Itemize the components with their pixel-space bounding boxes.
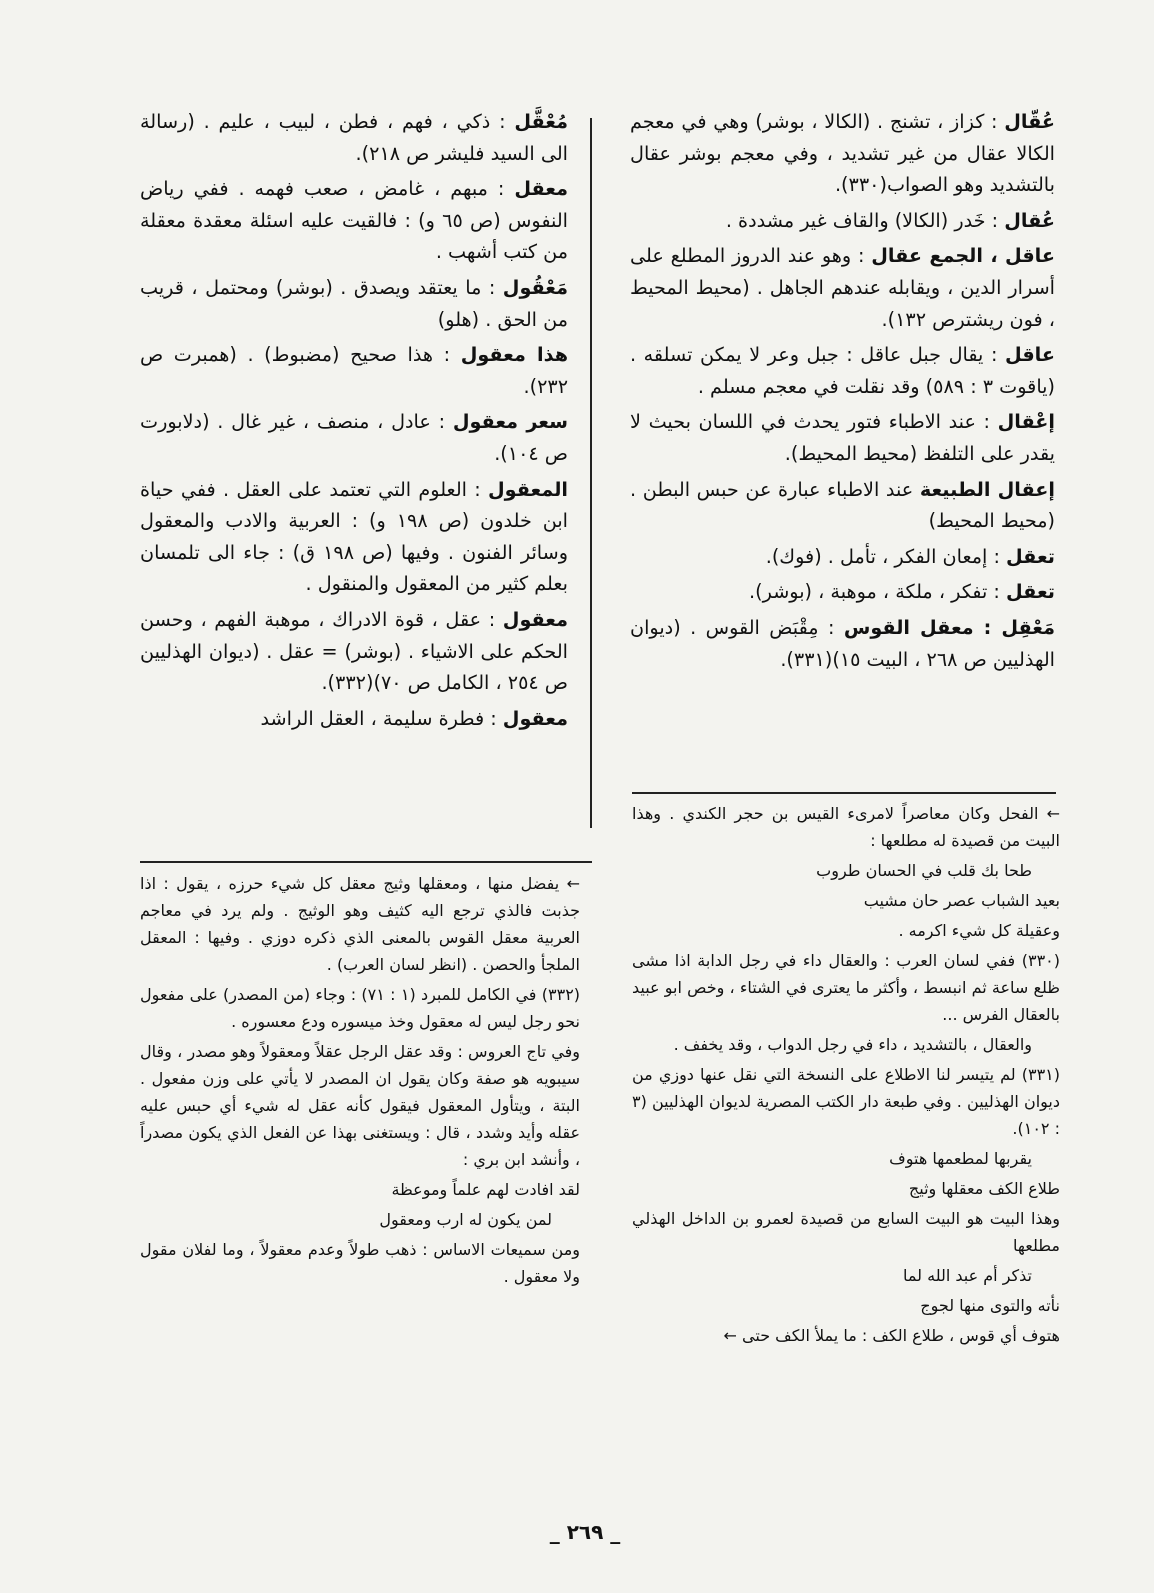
entry [630,205,1055,237]
entry-text: : مِقْبَض القوس . (ديوان الهذليين ص ٢٦٨ ، البيت ١٥)(٣٣١). [630,615,1055,671]
page-number: _ ٢٦٩ _ [549,1520,621,1544]
entry-text: : مبهم ، غامض ، صعب فهمه . ففي رياض النفوس (ص ٦٥ و) : فالقيت عليه اسئلة معقدة معقلة من كتب أشهب . [140,177,568,264]
entry [630,406,1055,469]
footnote-text: يفضل منها ، ومعقلها وثيج معقل كل شيء حرزه ، يقول : اذا جذبت فالذي ترجع اليه كثيف وهو الوثيج . ولم يرد في معاجم العربية معقل القوس بالمعنى الذي ذكره دوزي . وفيها : المعقل الملجأ والحصن . (انظر لسان العرب) . [140,874,580,974]
entry [630,541,1055,573]
entry [140,406,568,469]
footnote-verse: يقربها لمطعمها هتوف [889,1149,1032,1168]
entry-term: معقول [502,706,568,730]
entry [140,173,568,268]
entry-text: : ما يعتقد ويصدق . (بوشر) ومحتمل ، قريب من الحق . (هلو) [140,275,568,331]
footnotes-left [140,870,580,1470]
footnote-rule-right [632,792,1056,794]
entry [630,612,1055,675]
entry-term: عاقل [1004,343,1055,367]
left-column [140,106,568,834]
entry-text: : العلوم التي تعتمد على العقل . ففي حياة ابن خلدون (ص ١٩٨ و) : العربية والادب والمعقول وسائر الفنون . وفيها (ص ١٩٨ ق) : جاء الى تلمسان بعلم كثير من المعقول والمنقول . [140,477,568,596]
footnote-verse: لقد افادت لهم علماً وموعظة [391,1180,580,1199]
entry-text: : فطرة سليمة ، العقل الراشد [260,706,497,730]
footnote-text [632,1322,1060,1349]
entry-text: : عادل ، منصف ، غير غال . (دلابورت ص ١٠٤). [140,410,568,465]
entry-term: معقول [502,607,568,631]
entry-term: سعر معقول [452,410,568,434]
entry-term: مَعْقُول [502,275,568,299]
footnote-text: وعقيلة كل شيء اكرمه . [898,921,1060,940]
entry [630,576,1055,608]
entry-text: : يقال جبل عاقل : جبل وعر لا يمكن تسلقه . (ياقوت ٣ : ٥٨٩) وقد نقلت في معجم مسلم . [630,343,1055,398]
entry [630,106,1055,201]
footnote-text: هتوف أي قوس ، طلاع الكف : ما يملأ الكف حتى [742,1326,1060,1345]
entry-text: : ذكي ، فهم ، فطن ، لبيب ، عليم . (رسالة الى السيد فليشر ص ٢١٨). [140,110,568,165]
footnote [140,870,580,978]
footnote-text: وهذا البيت هو البيت السابع من قصيدة لعمرو بن الداخل الهذلي مطلعها [632,1209,1060,1255]
entry-text: : تفكر ، ملكة ، موهبة ، (بوشر). [749,580,1000,604]
entry-term: عاقل ، الجمع عقال [871,244,1055,268]
column-divider [590,118,592,828]
right-column [630,106,1055,776]
continuation-arrow-icon: ← [566,874,580,893]
footnote-text: ومن سميعات الاساس : ذهب طولاً وعدم معقولاً ، وما لفلان مقول ولا معقول . [140,1240,580,1286]
entry [630,474,1055,537]
footnote: (٣٣٠) ففي لسان العرب : والعقال داء في رجل الدابة اذا مشى ظلع ساعة ثم انبسط ، وأكثر ما يعترى في الشتاء ، وخص ابو عبيد بالعقال الفرس ... [632,951,1060,1024]
footnote-rule-left [140,861,592,863]
entry [140,474,568,600]
entry-term: تعقل [1006,544,1055,568]
entry-term: مَعْقِل : معقل القوس [843,615,1055,639]
footnote-verse: طحا بك قلب في الحسان طروب [816,861,1032,880]
entry-text: عند الاطباء عبارة عن حبس البطن . (محيط المحيط) [630,477,1055,533]
entry-text: : إمعان الفكر ، تأمل . (فوك). [765,544,1000,568]
footnote-verse: طلاع الكف معقلها وثيج [908,1179,1060,1198]
footnote-text: الفحل وكان معاصراً لامرىء القيس بن حجر الكندي . وهذا البيت من قصيدة له مطلعها : [632,804,1060,850]
footnote-verse: تذكر أم عبد الله لما [903,1266,1032,1285]
entry-term: هذا معقول [460,343,568,367]
continuation-arrow-icon: ← [723,1326,737,1345]
continuation-arrow-icon: ← [1046,804,1060,823]
entry-text: : وهو عند الدروز المطلع على أسرار الدين ، ويقابله عندهم الجاهل . (محيط المحيط ، فون ريشترص ١٣٢). [630,244,1055,331]
entry-term: عُقّال [1004,110,1055,133]
entry [140,272,568,335]
entry [140,106,568,169]
entry [140,604,568,699]
entry-text: : عند الاطباء فتور يحدث في اللسان بحيث لا يقدر على التلفظ (محيط المحيط). [630,410,1055,465]
footnote-verse: نأته والتوى منها لجوج [920,1296,1060,1315]
entry [630,339,1055,402]
entry [630,240,1055,335]
entry [140,703,568,735]
entry-text: : كزاز ، تشنج . (الكالا ، بوشر) وهي في معجم الكالا عقال من غير تشديد ، وفي معجم بوشر عقال بالتشديد وهو الصواب(٣٣٠). [630,110,1055,197]
footnotes-right [632,800,1060,1480]
footnote-text: والعقال ، بالتشديد ، داء في رجل الدواب ، وقد يخفف . [673,1035,1032,1054]
entry-text: : هذا صحيح (مضبوط) . (همبرت ص ٢٣٢). [140,343,568,398]
entry-term: مُعْقَّل [514,110,568,133]
entry-text: : خَدر (الكالا) والقاف غير مشددة . [725,208,999,232]
entry-term: المعقول [488,477,568,501]
footnote-verse: بعيد الشباب عصر حان مشيب [863,891,1060,910]
entry [140,339,568,402]
entry-term: إعقال الطبيعة [919,477,1055,501]
entry-term: إعْقال [997,410,1055,434]
footnote: (٣٣٢) في الكامل للمبرد (١ : ٧١) : وجاء (من المصدر) على مفعول نحو رجل ليس له معقول وخذ ميسوره ودع معسوره . [140,985,580,1031]
footnote-text: وفي تاج العروس : وقد عقل الرجل عقلاً ومعقولاً وهو مصدر ، وقال سيبويه هو صفة وكان يقول ان المصدر لا يأتي على وزن مفعول . البتة ، ويتأول المعقول فيقول كأنه عقل له شيء أي حبس عليه عقله وأيد وشدد ، قال : ويستغنى بهذا عن الفعل الذي يكون مصدراً ، وأنشد ابن بري : [140,1042,580,1169]
footnote [632,800,1060,854]
footnote-verse: لمن يكون له ارب ومعقول [379,1210,552,1229]
entry-term: تعقل [1006,580,1055,604]
entry-term: عُقال [1004,208,1055,232]
entry-text: : عقل ، قوة الادراك ، موهبة الفهم ، وحسن الحكم على الاشياء . (بوشر) = عقل . (ديوان الهذليين ص ٢٥٤ ، الكامل ص ٧٠)(٣٣٢). [140,607,568,695]
footnote: (٣٣١) لم يتيسر لنا الاطلاع على النسخة التي نقل عنها دوزي من ديوان الهذليين . وفي طبعة دار الكتب المصرية لديوان الهذليين (٣ : ١٠٢). [632,1065,1060,1138]
entry-term: معقل [514,177,568,201]
